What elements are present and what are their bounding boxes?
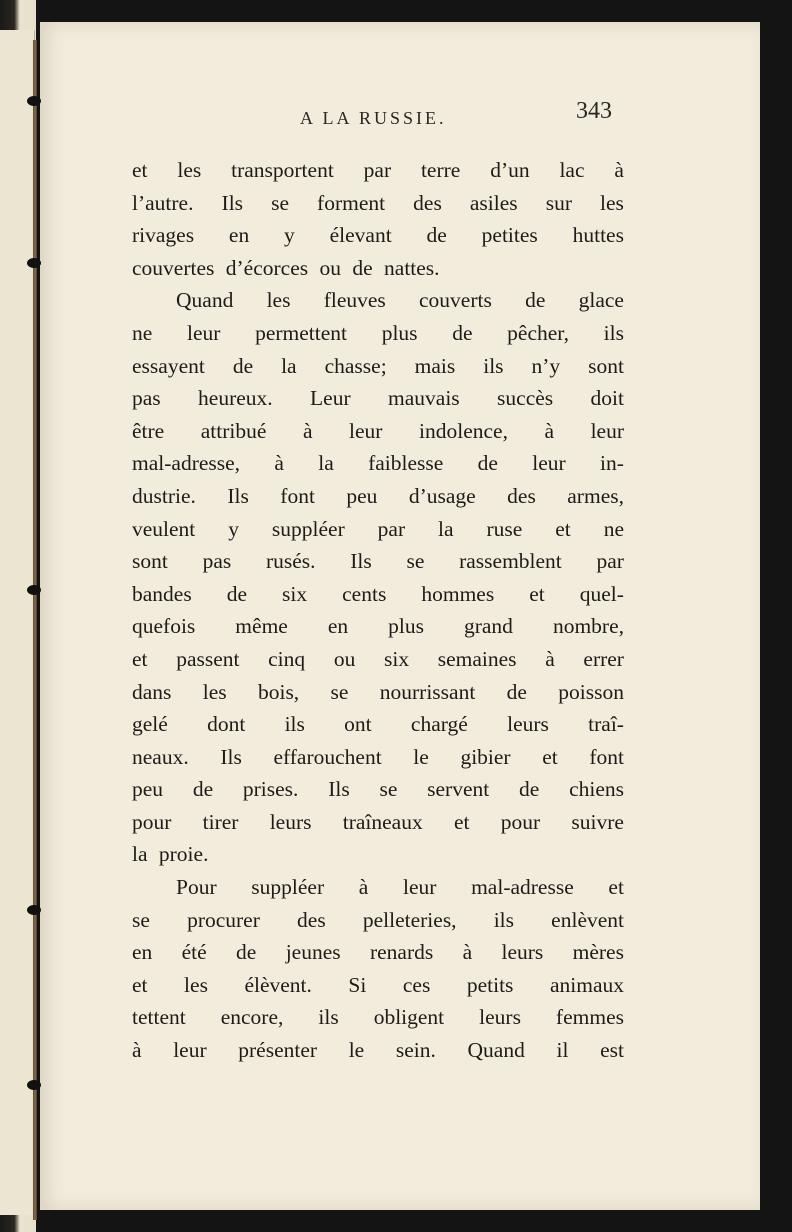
text-line: Quand les fleuves couverts de glace — [176, 288, 624, 313]
text-line: Pour suppléer à leur mal-adresse et — [176, 875, 624, 900]
binding-stitch — [27, 585, 41, 595]
binding-stitch — [27, 1080, 41, 1090]
text-line: la proie. — [132, 842, 209, 867]
text-line: bandes de six cents hommes et quel- — [132, 581, 624, 606]
text-line: ne leur permettent plus de pêcher, ils — [132, 320, 624, 345]
running-head — [0, 86, 792, 126]
text-line: essayent de la chasse; mais ils n’y sont — [132, 353, 624, 378]
text-line: et passent cinq ou six semaines à errer — [132, 646, 624, 671]
text-line: gelé dont ils ont chargé leurs traî- — [132, 712, 624, 737]
text-line: en été de jeunes renards à leurs mères — [132, 940, 624, 965]
body-text — [132, 154, 624, 1067]
binding-stitch — [27, 905, 41, 915]
text-line: l’autre. Ils se forment des asiles sur les — [132, 190, 624, 215]
text-line: se procurer des pelleteries, ils enlèvent — [132, 907, 624, 932]
text-line: pour tirer leurs traîneaux et pour suivre — [132, 809, 624, 834]
text-line: dustrie. Ils font peu d’usage des armes, — [132, 483, 624, 508]
text-line: et les transportent par terre d’un lac à — [132, 158, 624, 182]
text-line: dans les bois, se nourrissant de poisson — [132, 679, 624, 704]
text-line: à leur présenter le sein. Quand il est — [132, 1038, 624, 1063]
running-head-title: A LA RUSSIE. — [300, 108, 447, 128]
text-line: peu de prises. Ils se servent de chiens — [132, 777, 624, 802]
text-line: quefois même en plus grand nombre, — [132, 614, 624, 639]
page-number: 343 — [576, 98, 612, 124]
text-line: être attribué à leur indolence, à leur — [132, 418, 624, 443]
text-line: sont pas rusés. Ils se rassemblent par — [132, 549, 624, 574]
text-line: couvertes d’écorces ou de nattes. — [132, 255, 440, 280]
text-line: veulent y suppléer par la ruse et ne — [132, 516, 624, 541]
text-line: mal-adresse, à la faiblesse de leur in- — [132, 451, 624, 476]
text-line: neaux. Ils effarouchent le gibier et font — [132, 744, 624, 769]
text-line: et les élèvent. Si ces petits animaux — [132, 972, 624, 997]
facing-page-edge — [0, 30, 35, 1215]
text-line: tettent encore, ils obligent leurs femmes — [132, 1005, 624, 1030]
binding-stitch — [27, 258, 41, 268]
binding-thread — [33, 40, 37, 1220]
text-line: rivages en y élevant de petites huttes — [132, 223, 624, 248]
text-line: pas heureux. Leur mauvais succès doit — [132, 386, 624, 411]
